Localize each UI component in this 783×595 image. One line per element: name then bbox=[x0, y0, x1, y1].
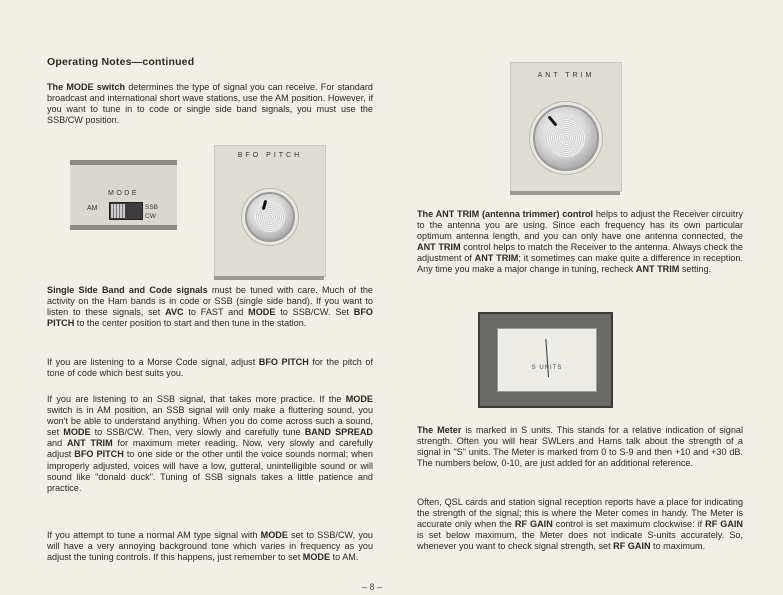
section-heading: Operating Notes—continued bbox=[47, 56, 195, 68]
mode-ssb-cw-label: SSB CW bbox=[145, 204, 159, 220]
meter-scale-label: S UNITS bbox=[531, 365, 563, 371]
am-signal-paragraph: If you attempt to tune a normal AM type signal with MODE set to SSB/CW, you will have a very annoying background tone which varies in frequency as you adjust the tuning controls. If this happens, just remember to set MODE to AM. bbox=[47, 530, 373, 563]
ssb-code-paragraph: Single Side Band and Code signals must be tuned with care. Much of the activity on the Ham bands is in code or SSB (single side band). If you want to listen to these signals, set AVC to FAST and MODE to SSB/CW. Set BFO PITCH to the center position to start and then tune in the station. bbox=[47, 285, 373, 329]
mode-label: MODE bbox=[108, 190, 139, 197]
bfo-pitch-knob-icon bbox=[245, 192, 295, 242]
mode-slide-switch bbox=[109, 202, 143, 220]
ant-trim-knob-icon bbox=[533, 105, 599, 171]
page-number: – 8 – bbox=[362, 582, 383, 592]
bfo-pitch-label: BFO PITCH bbox=[237, 152, 303, 159]
ant-trim-label: ANT TRIM bbox=[537, 72, 595, 79]
meter-paragraph: The Meter is marked in S units. This stands for a relative indication of signal strength. Often you will hear SWLers and Hams talk about the strength of a signal in "S" units. The Meter is marked from 0 to S-9 and then +10 and +30 dB. The numbers below, 0-10, are just added for an additional reference. bbox=[417, 425, 743, 469]
mode-switch-illustration bbox=[70, 160, 177, 230]
divider bbox=[214, 276, 324, 280]
ant-trim-illustration bbox=[510, 62, 622, 192]
meter-face bbox=[497, 328, 597, 392]
bfo-pitch-illustration bbox=[214, 145, 326, 277]
morse-code-paragraph: If you are listening to a Morse Code signal, adjust BFO PITCH for the pitch of tone of code which best suits you. bbox=[47, 357, 373, 379]
meter-needle-icon bbox=[545, 339, 549, 377]
ssb-listening-paragraph: If you are listening to an SSB signal, that takes more practice. If the MODE switch is in AM position, an SSB signal will only make a fluttering sound, you won't be able to understand anything. When you do come across such a sound, set MODE to SSB/CW. Then, very slowly and carefully tune BAND SPREAD and ANT TRIM for maximum meter reading. Now, very slowly and carefully adjust BFO PITCH to one side or the other until the voice sounds normal; when improperly adjusted, voices will have a low, gutteral, unintelligible sound or will sound like "donald duck". Tuning of SSB signals takes a little patience and practice. bbox=[47, 394, 373, 493]
mode-am-label: AM bbox=[87, 205, 98, 212]
s-meter-illustration bbox=[478, 312, 613, 408]
ant-trim-paragraph: The ANT TRIM (antenna trimmer) control helps to adjust the Receiver circuitry to the antenna you are using. Since each frequency has its own particular optimum antenna length, and you can only have one antenna connected, the ANT TRIM control helps to match the Receiver to the antenna. Always check the adjustment of ANT TRIM; it sometimes can make quite a difference in reception. Any time you make a major change in tuning, recheck ANT TRIM setting. bbox=[417, 209, 743, 275]
switch-slider-icon bbox=[111, 204, 125, 218]
mode-switch-paragraph: The MODE switch determines the type of signal you can receive. For standard broadcast and international short wave stations, use the AM position. However, if you want to tune in to code or single side band signals, you must use the SSB/CW position. bbox=[47, 82, 373, 126]
divider bbox=[510, 191, 620, 195]
qsl-paragraph: Often, QSL cards and station signal reception reports have a place for indicating the strength of the signal; this is where the Meter comes in handy. The Meter is accurate only when the RF GAIN control is set maximum clockwise: if RF GAIN is set below maximum, the Meter does not indicate S-units accurately. So, whenever you want to check signal strength, set RF GAIN to maximum. bbox=[417, 497, 743, 552]
